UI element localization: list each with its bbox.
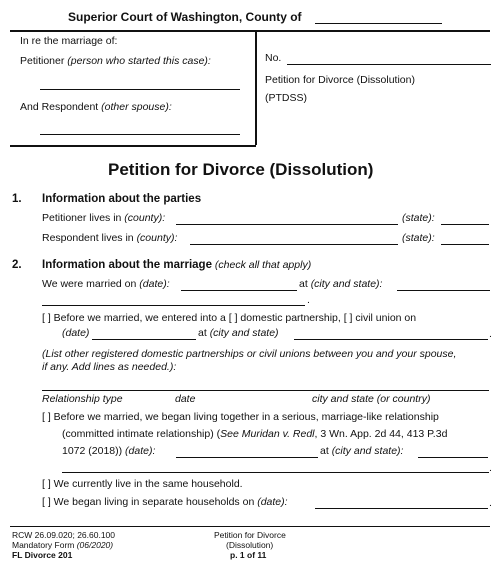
married-period: . — [307, 294, 310, 306]
petitioner-state-field[interactable] — [441, 224, 489, 225]
petitioner-name-field[interactable] — [40, 89, 240, 90]
list-note-2: if any. Add lines as needed.): — [42, 361, 177, 373]
checkbox-separate-households[interactable]: [ ] We began living in separate households on (date): — [42, 496, 288, 508]
section2-heading: Information about the marriage (check all that apply) — [42, 259, 312, 271]
petitioner-lives-label: Petitioner lives in (county): — [42, 212, 166, 224]
cir-period: . — [489, 462, 492, 474]
married-on-label: We were married on (date): — [42, 278, 170, 290]
cir-date-label: 1072 (2018)) (date): — [62, 445, 156, 457]
form-code: (PTDSS) — [265, 92, 307, 104]
respondent-county-field[interactable] — [190, 244, 398, 245]
col-date: date — [175, 393, 196, 405]
footer-subtitle: (Dissolution) — [226, 540, 274, 550]
section1-number: 1. — [12, 193, 22, 205]
checkbox-same-household[interactable]: [ ] We currently live in the same household. — [42, 478, 243, 490]
petitioner-state-label: (state): — [402, 212, 435, 224]
petitioner-county-field[interactable] — [176, 224, 398, 225]
section2-number: 2. — [12, 259, 22, 271]
col-relationship-type: Relationship type — [42, 393, 123, 405]
footer-title: Petition for Divorce — [214, 530, 286, 540]
page-title: Petition for Divorce (Dissolution) — [108, 160, 374, 179]
respondent-state-field[interactable] — [441, 244, 489, 245]
respondent-name-field[interactable] — [40, 134, 240, 135]
dp-date-label: (date) — [62, 327, 90, 339]
col-city-state: city and state (or country) — [312, 393, 431, 405]
case-number-field[interactable] — [287, 64, 491, 65]
page-number: p. 1 of 11 — [230, 550, 267, 560]
marriage-place-field[interactable] — [397, 290, 490, 291]
cir-line-2: (committed intimate relationship) (See Muridan v. Redl, 3 Wn. App. 2d 44, 413 P.3d — [62, 428, 448, 440]
dp-at-label: at (city and state) — [198, 327, 279, 339]
footer-mandatory: Mandatory Form (06/2020) — [12, 540, 114, 550]
petitioner-label: Petitioner (person who started this case): — [20, 55, 211, 67]
cir-at-label: at (city and state): — [320, 445, 404, 457]
respondent-label: And Respondent (other spouse): — [20, 101, 172, 113]
respondent-state-label: (state): — [402, 232, 435, 244]
checkbox-domestic-partnership[interactable]: [ ] Before we married, we entered into a [ ] domestic partnership, [ ] civil union on — [42, 312, 417, 324]
footer-rcw: RCW 26.09.020; 26.60.100 — [12, 530, 116, 540]
in-re-label: In re the marriage of: — [20, 35, 118, 47]
cir-place-field[interactable] — [418, 457, 488, 458]
case-number-label: No. — [265, 52, 282, 64]
section1-heading: Information about the parties — [42, 193, 202, 205]
respondent-lives-label: Respondent lives in (county): — [42, 232, 178, 244]
header-bottom-rule — [10, 145, 256, 147]
footer-form-id: FL Divorce 201 — [12, 550, 73, 560]
cir-place-field-2[interactable] — [62, 472, 489, 473]
cir-date-field[interactable] — [176, 457, 318, 458]
county-field[interactable] — [315, 23, 442, 24]
court-title: Superior Court of Washington, County of — [68, 10, 302, 24]
dp-place-field[interactable] — [294, 339, 488, 340]
checkbox-committed-relationship[interactable]: [ ] Before we married, we began living together in a serious, marriage-like relationship — [42, 411, 439, 423]
header-top-rule — [10, 30, 490, 32]
dp-date-field[interactable] — [92, 339, 196, 340]
marriage-place-field-2[interactable] — [42, 305, 305, 306]
other-partnership-field[interactable] — [42, 390, 489, 391]
footer-rule — [10, 526, 490, 527]
list-note-1: (List other registered domestic partnerships or civil unions between you and your spouse, — [42, 348, 457, 360]
marriage-date-field[interactable] — [181, 290, 297, 291]
married-at-label: at (city and state): — [299, 278, 383, 290]
header-divider — [255, 30, 257, 145]
dp-period: . — [489, 328, 492, 340]
separation-period: . — [489, 497, 492, 509]
separation-date-field[interactable] — [315, 508, 488, 509]
form-name: Petition for Divorce (Dissolution) — [265, 74, 415, 86]
